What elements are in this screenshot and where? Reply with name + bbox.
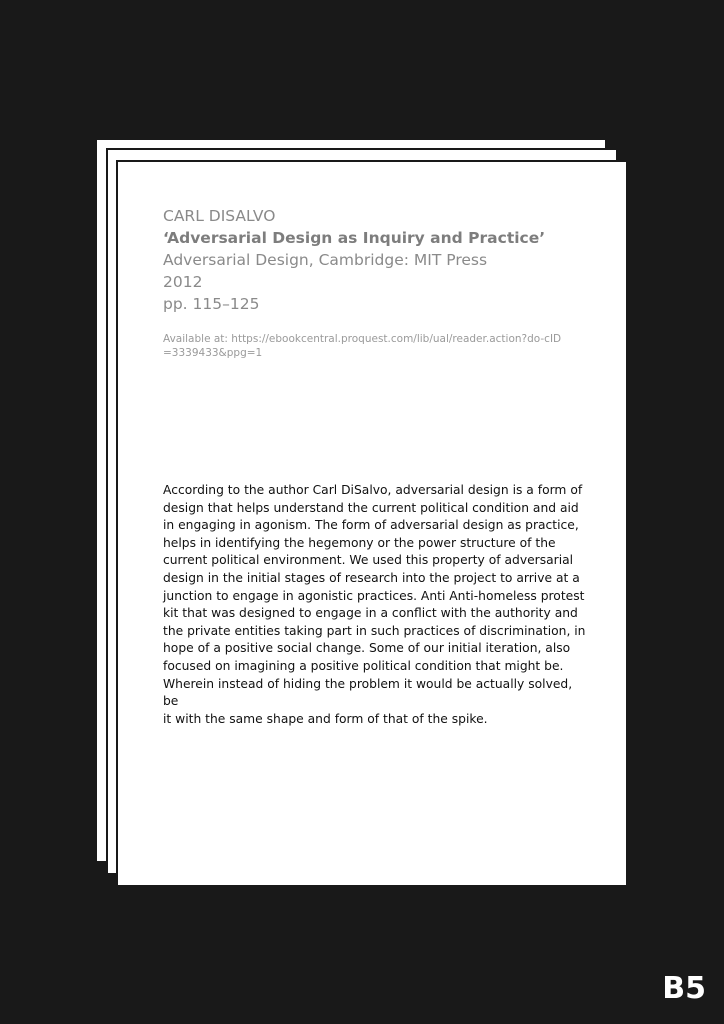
citation-year: 2012	[163, 273, 203, 291]
citation-publication: Adversarial Design, Cambridge: MIT Press	[163, 251, 488, 269]
citation-author: CARL DISALVO	[163, 207, 276, 225]
citation-availability: Available at: https://ebookcentral.proquest.com/lib/ual/reader.action?do-cID=3339433&ppg=1	[163, 333, 562, 359]
page-label: B5	[662, 971, 706, 1006]
citation	[163, 205, 593, 315]
citation-block	[163, 205, 593, 360]
citation-pages: pp. 115–125	[163, 295, 260, 313]
paper-sheet-front	[116, 160, 628, 887]
citation-title: ‘Adversarial Design as Inquiry and Practice’	[163, 229, 546, 247]
summary-paragraph: According to the author Carl DiSalvo, adversarial design is a form of design that helps understand the current political condition and aid in engaging in agonism. The form of adversarial design as practice, helps in identifying the hegemony or the power structure of the current political environment. We used this property of adversarial design in the initial stages of research into the project to arrive at a junction to engage in agonistic practices. Anti Anti-homeless protest kit that was designed to engage in a conflict with the authority and the private entities taking part in such practices of discrimination, in hope of a positive social change. Some of our initial iteration, also focused on imagining a positive political condition that might be. Wherein instead of hiding the problem it would be actually solved, be it with the same shape and form of that of the spike.	[163, 483, 586, 726]
